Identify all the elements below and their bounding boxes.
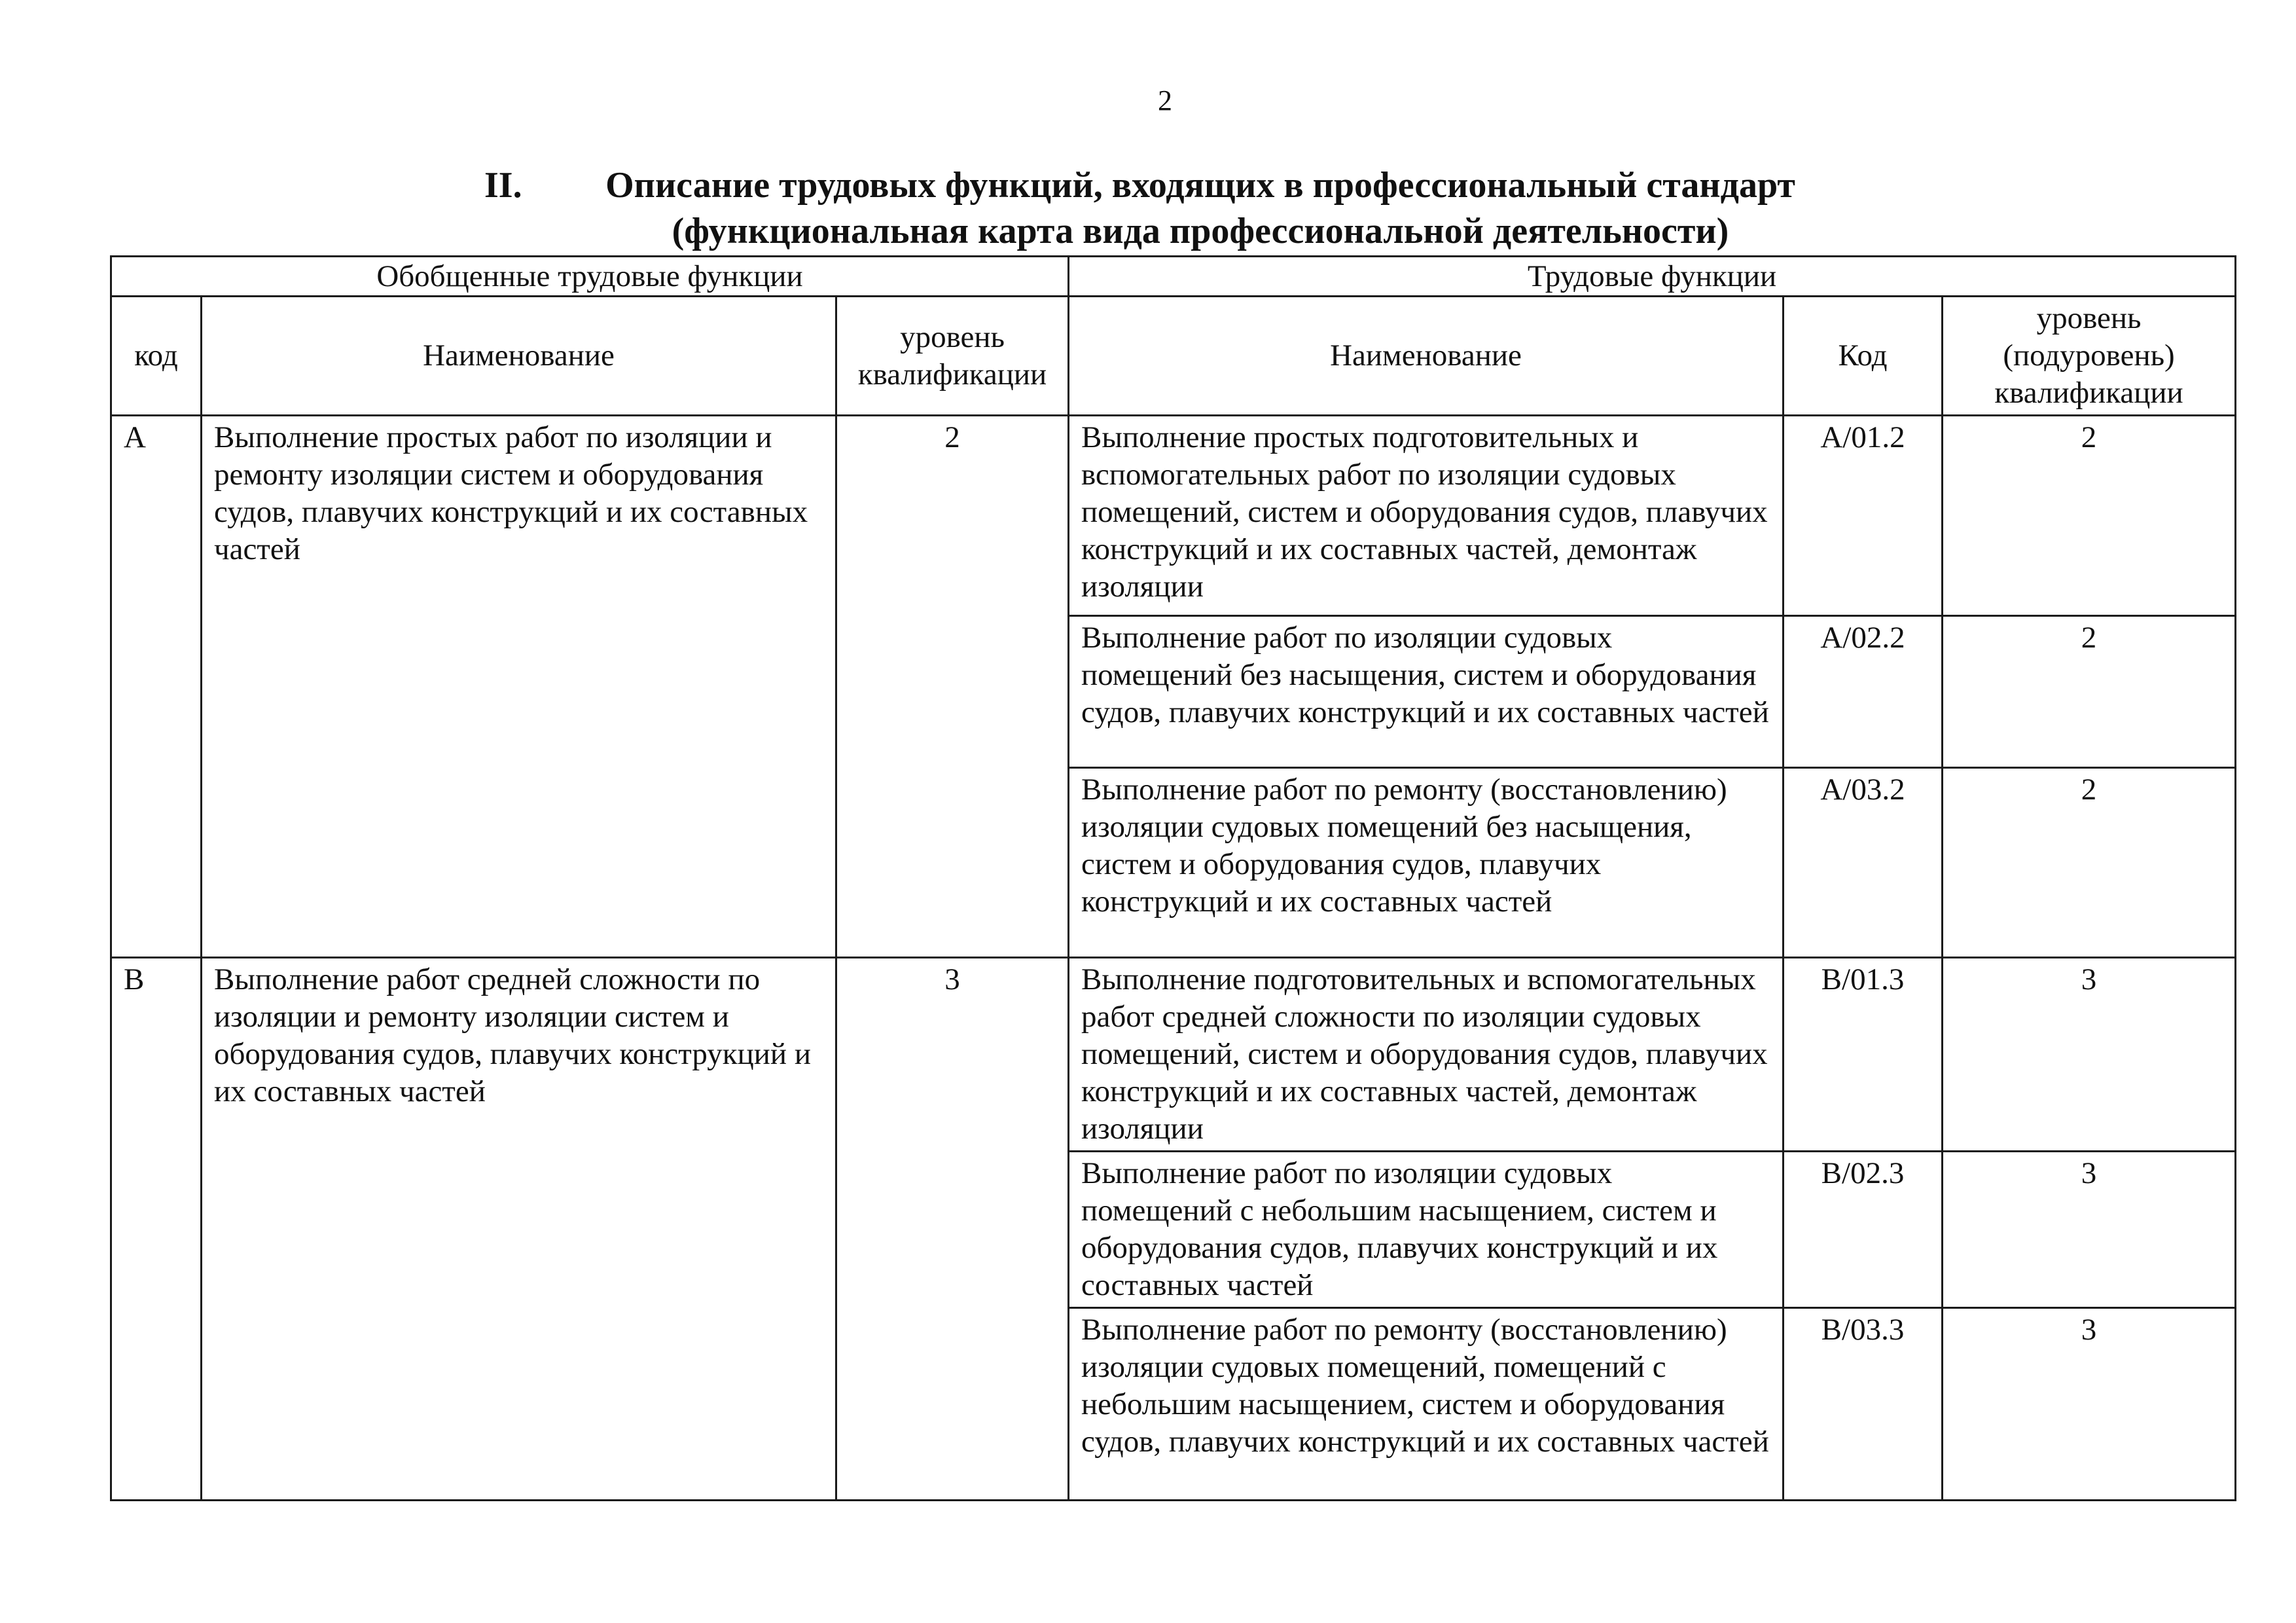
column-header-row <box>111 297 2236 416</box>
gen-function-level: 2 <box>836 416 1069 958</box>
table-row <box>111 416 2236 616</box>
labor-function-level: 2 <box>1943 416 2236 616</box>
generalized-functions-header: Обобщенные трудовые функции <box>111 257 1069 297</box>
section-title-line1: Описание трудовых функций, входящих в профессиональный стандарт <box>605 165 1795 206</box>
labor-function-code: B/02.3 <box>1784 1152 1943 1308</box>
page-number: 2 <box>1158 84 1172 117</box>
col-header-tf-name: Наименование <box>1069 297 1784 416</box>
gen-function-code: A <box>111 416 202 958</box>
labor-function-code: A/01.2 <box>1784 416 1943 616</box>
labor-function-name: Выполнение подготовительных и вспомогательных работ средней сложности по изоляции судовых помещений, систем и оборудования судов, плавучих конструкций и их составных частей, демонтаж изоляции <box>1069 958 1784 1152</box>
labor-function-name: Выполнение работ по ремонту (восстановлению) изоляции судовых помещений без насыщения, систем и оборудования судов, плавучих конструкций и их составных частей <box>1069 768 1784 958</box>
labor-function-name: Выполнение работ по ремонту (восстановлению) изоляции судовых помещений, помещений с небольшим насыщением, систем и оборудования судов, плавучих конструкций и их составных частей <box>1069 1308 1784 1501</box>
labor-function-code: A/03.2 <box>1784 768 1943 958</box>
labor-function-code: B/03.3 <box>1784 1308 1943 1501</box>
labor-function-level: 2 <box>1943 616 2236 768</box>
section-title-line2: (функциональная карта вида профессиональной деятельности) <box>672 211 1729 251</box>
gen-function-code: B <box>111 958 202 1501</box>
group-header-row <box>111 257 2236 297</box>
functional-map-table <box>110 255 2236 1501</box>
gen-function-name: Выполнение простых работ по изоляции и ремонту изоляции систем и оборудования судов, плавучих конструкций и их составных частей <box>202 416 836 958</box>
col-header-code: код <box>111 297 202 416</box>
labor-function-name: Выполнение работ по изоляции судовых помещений с небольшим насыщением, систем и оборудования судов, плавучих конструкций и их составных частей <box>1069 1152 1784 1308</box>
labor-function-name: Выполнение работ по изоляции судовых помещений без насыщения, систем и оборудования судов, плавучих конструкций и их составных частей <box>1069 616 1784 768</box>
col-header-tf-code: Код <box>1784 297 1943 416</box>
col-header-name: Наименование <box>202 297 836 416</box>
gen-function-name: Выполнение работ средней сложности по изоляции и ремонту изоляции систем и оборудования судов, плавучих конструкций и их составных частей <box>202 958 836 1501</box>
col-header-level: уровень квалификации <box>836 297 1069 416</box>
table-row <box>111 958 2236 1152</box>
labor-function-name: Выполнение простых подготовительных и вспомогательных работ по изоляции судовых помещений, систем и оборудования судов, плавучих конструкций и их составных частей, демонтаж изоляции <box>1069 416 1784 616</box>
section-numeral: II. <box>484 165 522 206</box>
col-header-tf-level: уровень (подуровень) квалификации <box>1943 297 2236 416</box>
labor-function-level: 3 <box>1943 958 2236 1152</box>
labor-function-level: 2 <box>1943 768 2236 958</box>
labor-function-level: 3 <box>1943 1308 2236 1501</box>
section-title <box>0 162 2296 254</box>
labor-function-code: B/01.3 <box>1784 958 1943 1152</box>
labor-function-code: A/02.2 <box>1784 616 1943 768</box>
labor-function-level: 3 <box>1943 1152 2236 1308</box>
gen-function-level: 3 <box>836 958 1069 1501</box>
labor-functions-header: Трудовые функции <box>1069 257 2236 297</box>
